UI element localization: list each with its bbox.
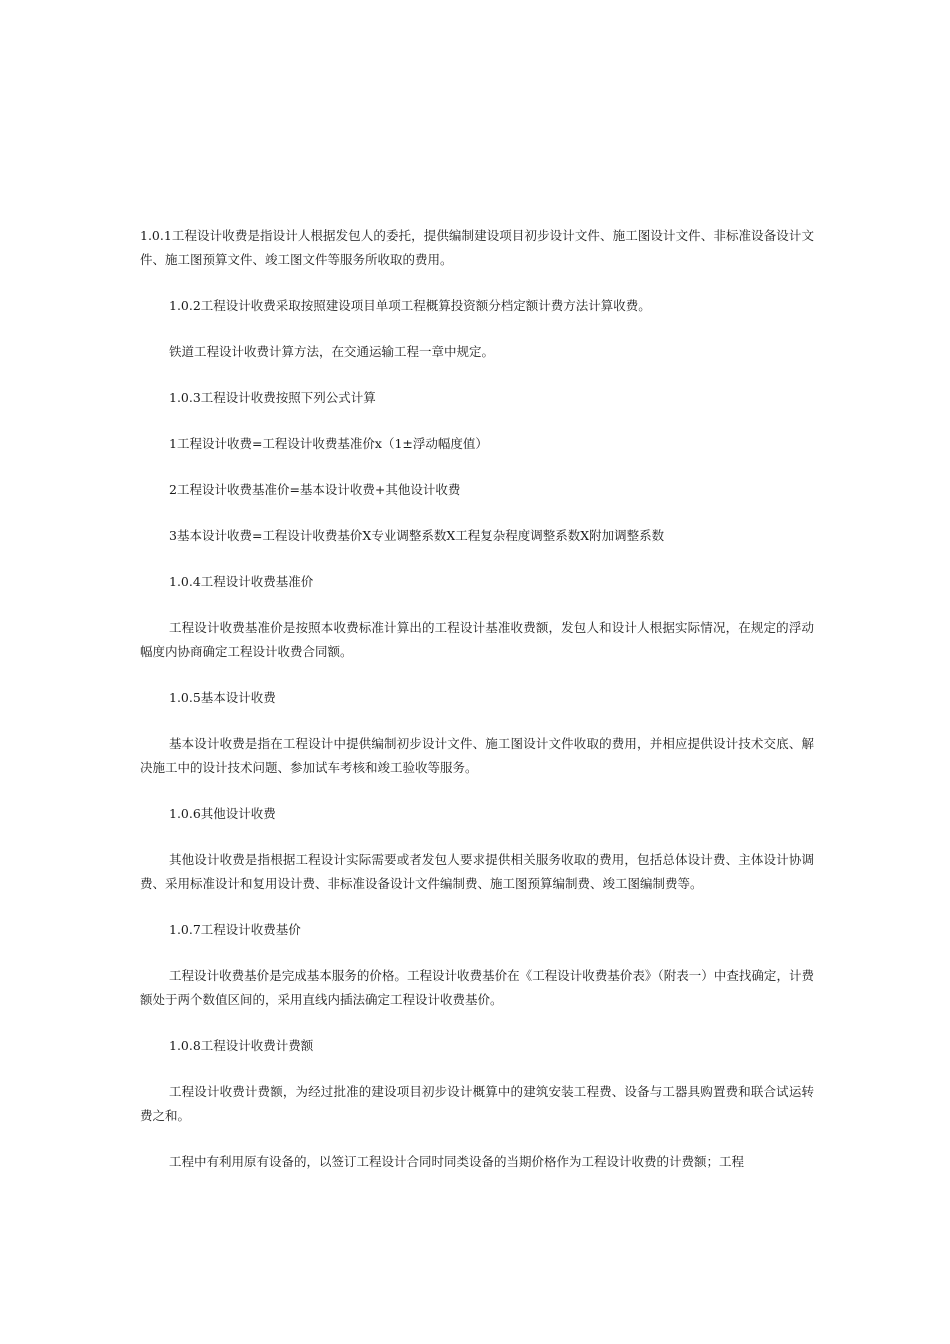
- formula-3: 3基本设计收费=工程设计收费基价X专业调整系数X工程复杂程度调整系数X附加调整系数: [169, 528, 665, 543]
- paragraph-1-0-1: 1.0.1工程设计收费是指设计人根据发包人的委托，提供编制建设项目初步设计文件、施工图设计文件、非标准设备设计文件、施工图预算文件、竣工图文件等服务所收取的费用。: [140, 228, 814, 267]
- paragraph-basic-fee: 基本设计收费是指在工程设计中提供编制初步设计文件、施工图设计文件收取的费用，并相应提供设计技术交底、解决施工中的设计技术问题、参加试车考核和竣工验收等服务。: [140, 736, 814, 775]
- paragraph-existing-equipment: 工程中有利用原有设备的，以签订工程设计合同时同类设备的当期价格作为工程设计收费的计费额；工程: [169, 1154, 745, 1169]
- heading-1-0-7: 1.0.7工程设计收费基价: [169, 922, 301, 937]
- paragraph-other-fee: 其他设计收费是指根据工程设计实际需要或者发包人要求提供相关服务收取的费用，包括总体设计费、主体设计协调费、采用标准设计和复用设计费、非标准设备设计文件编制费、施工图预算编制费、竣工图编制费等。: [140, 852, 814, 891]
- paragraph-1-0-2: 1.0.2工程设计收费采取按照建设项目单项工程概算投资额分档定额计费方法计算收费。: [169, 298, 651, 313]
- paragraph-railway-note: 铁道工程设计收费计算方法，在交通运输工程一章中规定。: [169, 344, 495, 359]
- paragraph-benchmark-price: 工程设计收费基准价是按照本收费标准计算出的工程设计基准收费额，发包人和设计人根据实际情况，在规定的浮动幅度内协商确定工程设计收费合同额。: [140, 620, 814, 659]
- heading-1-0-5: 1.0.5基本设计收费: [169, 690, 276, 705]
- heading-1-0-8: 1.0.8工程设计收费计费额: [169, 1038, 314, 1053]
- formula-2: 2工程设计收费基准价=基本设计收费+其他设计收费: [169, 482, 461, 497]
- document-body: [140, 224, 814, 1174]
- formula-1: 1工程设计收费=工程设计收费基准价x（1±浮动幅度值）: [169, 436, 488, 451]
- paragraph-fee-amount: 工程设计收费计费额，为经过批准的建设项目初步设计概算中的建筑安装工程费、设备与工器具购置费和联合试运转费之和。: [140, 1084, 814, 1123]
- heading-1-0-6: 1.0.6其他设计收费: [169, 806, 276, 821]
- paragraph-1-0-3: 1.0.3工程设计收费按照下列公式计算: [169, 390, 376, 405]
- paragraph-base-price: 工程设计收费基价是完成基本服务的价格。工程设计收费基价在《工程设计收费基价表》（附表一）中查找确定，计费额处于两个数值区间的，采用直线内插法确定工程设计收费基价。: [140, 968, 814, 1007]
- heading-1-0-4: 1.0.4工程设计收费基准价: [169, 574, 314, 589]
